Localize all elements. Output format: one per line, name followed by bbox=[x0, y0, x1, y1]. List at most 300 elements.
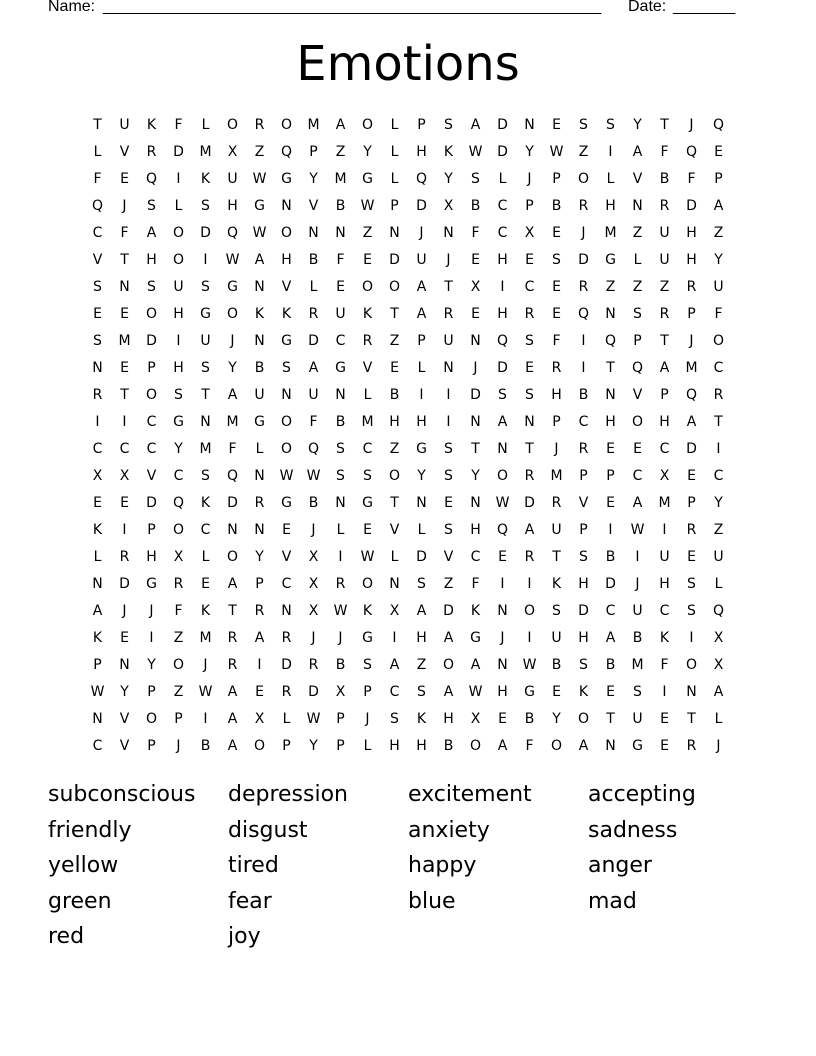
grid-letter[interactable]: U bbox=[713, 549, 724, 565]
grid-letter[interactable]: M bbox=[199, 441, 212, 457]
grid-letter[interactable]: K bbox=[254, 306, 265, 322]
grid-letter[interactable]: C bbox=[173, 468, 184, 484]
grid-letter[interactable]: S bbox=[471, 171, 480, 187]
grid-letter[interactable]: Z bbox=[173, 630, 184, 646]
grid-letter[interactable]: L bbox=[390, 171, 399, 187]
grid-letter[interactable]: Q bbox=[91, 198, 104, 214]
grid-letter[interactable]: H bbox=[416, 414, 427, 430]
grid-letter[interactable]: L bbox=[93, 144, 102, 160]
grid-letter[interactable]: R bbox=[713, 387, 724, 403]
grid-letter[interactable]: H bbox=[443, 711, 454, 727]
grid-letter[interactable]: N bbox=[254, 279, 265, 295]
grid-letter[interactable]: E bbox=[552, 684, 561, 700]
grid-letter[interactable]: I bbox=[527, 576, 532, 592]
grid-letter[interactable]: D bbox=[470, 387, 481, 403]
grid-letter[interactable]: T bbox=[606, 360, 615, 376]
grid-letter[interactable]: D bbox=[146, 495, 157, 511]
grid-letter[interactable]: R bbox=[524, 306, 535, 322]
grid-letter[interactable]: A bbox=[578, 738, 589, 754]
grid-letter[interactable]: T bbox=[714, 414, 723, 430]
grid-letter[interactable]: O bbox=[280, 225, 293, 241]
grid-letter[interactable]: K bbox=[200, 495, 211, 511]
grid-letter[interactable]: L bbox=[714, 576, 723, 592]
grid-letter[interactable]: D bbox=[578, 603, 589, 619]
grid-letter[interactable]: B bbox=[443, 738, 454, 754]
grid-letter[interactable]: J bbox=[176, 738, 181, 754]
grid-letter[interactable]: E bbox=[552, 117, 561, 133]
grid-letter[interactable]: N bbox=[443, 225, 454, 241]
grid-letter[interactable]: R bbox=[227, 630, 238, 646]
grid-letter[interactable]: F bbox=[309, 414, 318, 430]
grid-letter[interactable]: S bbox=[390, 711, 399, 727]
grid-letter[interactable]: M bbox=[685, 360, 698, 376]
grid-letter[interactable]: H bbox=[551, 387, 562, 403]
grid-letter[interactable]: I bbox=[149, 630, 154, 646]
grid-letter[interactable]: G bbox=[227, 279, 238, 295]
grid-letter[interactable]: N bbox=[227, 522, 238, 538]
grid-letter[interactable]: T bbox=[471, 441, 480, 457]
grid-letter[interactable]: I bbox=[662, 684, 667, 700]
grid-letter[interactable]: W bbox=[468, 684, 483, 700]
grid-letter[interactable]: Q bbox=[172, 495, 185, 511]
grid-letter[interactable]: H bbox=[281, 252, 292, 268]
grid-letter[interactable]: A bbox=[308, 360, 319, 376]
grid-letter[interactable]: P bbox=[417, 117, 426, 133]
grid-letter[interactable]: J bbox=[500, 630, 505, 646]
grid-letter[interactable]: C bbox=[497, 225, 508, 241]
grid-letter[interactable]: F bbox=[552, 333, 561, 349]
grid-letter[interactable]: I bbox=[203, 252, 208, 268]
grid-letter[interactable]: S bbox=[525, 333, 534, 349]
grid-letter[interactable]: O bbox=[145, 387, 158, 403]
grid-letter[interactable]: N bbox=[119, 279, 130, 295]
grid-letter[interactable]: X bbox=[92, 468, 103, 484]
grid-letter[interactable]: H bbox=[659, 576, 670, 592]
grid-letter[interactable]: N bbox=[497, 441, 508, 457]
grid-letter[interactable]: C bbox=[281, 576, 292, 592]
grid-letter[interactable]: B bbox=[335, 198, 346, 214]
grid-letter[interactable]: R bbox=[659, 198, 670, 214]
grid-letter[interactable]: H bbox=[173, 306, 184, 322]
grid-letter[interactable]: C bbox=[659, 603, 670, 619]
grid-letter[interactable]: I bbox=[122, 414, 127, 430]
grid-letter[interactable]: C bbox=[119, 441, 130, 457]
grid-letter[interactable]: E bbox=[525, 360, 534, 376]
grid-letter[interactable]: L bbox=[417, 360, 426, 376]
grid-letter[interactable]: C bbox=[146, 414, 157, 430]
grid-letter[interactable]: O bbox=[496, 468, 509, 484]
grid-letter[interactable]: E bbox=[471, 306, 480, 322]
grid-letter[interactable]: V bbox=[92, 252, 103, 268]
grid-letter[interactable]: J bbox=[149, 603, 154, 619]
grid-letter[interactable]: H bbox=[497, 684, 508, 700]
grid-letter[interactable]: R bbox=[281, 630, 292, 646]
grid-letter[interactable]: O bbox=[226, 549, 239, 565]
grid-letter[interactable]: A bbox=[227, 711, 238, 727]
grid-letter[interactable]: R bbox=[308, 306, 319, 322]
grid-letter[interactable]: O bbox=[226, 306, 239, 322]
grid-letter[interactable]: E bbox=[606, 684, 615, 700]
grid-letter[interactable]: G bbox=[416, 441, 427, 457]
grid-letter[interactable]: L bbox=[201, 117, 210, 133]
grid-letter[interactable]: O bbox=[388, 468, 401, 484]
grid-letter[interactable]: I bbox=[446, 414, 451, 430]
grid-letter[interactable]: J bbox=[122, 603, 127, 619]
grid-letter[interactable]: Z bbox=[605, 279, 616, 295]
grid-letter[interactable]: I bbox=[581, 333, 586, 349]
grid-letter[interactable]: S bbox=[336, 441, 345, 457]
grid-letter[interactable]: N bbox=[92, 576, 103, 592]
grid-letter[interactable]: J bbox=[473, 360, 478, 376]
grid-letter[interactable]: R bbox=[686, 279, 697, 295]
grid-letter[interactable]: I bbox=[176, 333, 181, 349]
grid-letter[interactable]: D bbox=[119, 576, 130, 592]
grid-letter[interactable]: E bbox=[498, 711, 507, 727]
grid-letter[interactable]: I bbox=[500, 279, 505, 295]
grid-letter[interactable]: D bbox=[416, 198, 427, 214]
grid-letter[interactable]: J bbox=[338, 630, 343, 646]
grid-letter[interactable]: K bbox=[659, 630, 670, 646]
grid-letter[interactable]: B bbox=[524, 711, 535, 727]
grid-letter[interactable]: A bbox=[227, 387, 238, 403]
grid-letter[interactable]: V bbox=[281, 279, 292, 295]
grid-letter[interactable]: N bbox=[524, 117, 535, 133]
grid-letter[interactable]: H bbox=[389, 738, 400, 754]
grid-letter[interactable]: R bbox=[551, 495, 562, 511]
grid-letter[interactable]: O bbox=[226, 117, 239, 133]
grid-letter[interactable]: H bbox=[416, 738, 427, 754]
grid-letter[interactable]: Q bbox=[685, 387, 698, 403]
grid-letter[interactable]: H bbox=[497, 252, 508, 268]
grid-letter[interactable]: P bbox=[552, 414, 561, 430]
grid-letter[interactable]: N bbox=[281, 198, 292, 214]
grid-letter[interactable]: N bbox=[254, 468, 265, 484]
grid-letter[interactable]: R bbox=[578, 279, 589, 295]
grid-letter[interactable]: C bbox=[200, 522, 211, 538]
grid-letter[interactable]: L bbox=[498, 171, 507, 187]
grid-letter[interactable]: T bbox=[606, 711, 615, 727]
grid-letter[interactable]: I bbox=[338, 549, 343, 565]
grid-letter[interactable]: O bbox=[469, 738, 482, 754]
grid-letter[interactable]: C bbox=[605, 603, 616, 619]
grid-letter[interactable]: N bbox=[443, 360, 454, 376]
grid-letter[interactable]: D bbox=[578, 252, 589, 268]
grid-letter[interactable]: Z bbox=[254, 144, 265, 160]
grid-letter[interactable]: Z bbox=[632, 225, 643, 241]
grid-letter[interactable]: V bbox=[362, 360, 373, 376]
grid-letter[interactable]: F bbox=[687, 171, 696, 187]
grid-letter[interactable]: X bbox=[713, 657, 724, 673]
grid-letter[interactable]: W bbox=[360, 198, 375, 214]
grid-letter[interactable]: A bbox=[254, 252, 265, 268]
grid-letter[interactable]: S bbox=[201, 360, 210, 376]
grid-letter[interactable]: W bbox=[306, 468, 321, 484]
grid-letter[interactable]: O bbox=[685, 657, 698, 673]
grid-letter[interactable]: R bbox=[335, 576, 346, 592]
grid-letter[interactable]: I bbox=[419, 387, 424, 403]
grid-letter[interactable]: R bbox=[146, 144, 157, 160]
grid-letter[interactable]: Z bbox=[389, 441, 400, 457]
grid-letter[interactable]: H bbox=[578, 630, 589, 646]
grid-letter[interactable]: L bbox=[606, 171, 615, 187]
grid-letter[interactable]: I bbox=[176, 171, 181, 187]
grid-letter[interactable]: P bbox=[552, 171, 561, 187]
grid-letter[interactable]: E bbox=[552, 225, 561, 241]
grid-letter[interactable]: J bbox=[446, 252, 451, 268]
grid-letter[interactable]: X bbox=[308, 603, 319, 619]
grid-letter[interactable]: O bbox=[388, 279, 401, 295]
grid-letter[interactable]: W bbox=[360, 549, 375, 565]
grid-letter[interactable]: G bbox=[605, 252, 616, 268]
grid-letter[interactable]: P bbox=[579, 522, 588, 538]
grid-letter[interactable]: R bbox=[659, 306, 670, 322]
grid-letter[interactable]: R bbox=[227, 657, 238, 673]
grid-letter[interactable]: L bbox=[174, 198, 183, 214]
grid-letter[interactable]: W bbox=[306, 711, 321, 727]
grid-letter[interactable]: X bbox=[308, 549, 319, 565]
grid-letter[interactable]: T bbox=[390, 495, 399, 511]
grid-letter[interactable]: O bbox=[172, 522, 185, 538]
grid-letter[interactable]: M bbox=[118, 333, 131, 349]
grid-letter[interactable]: R bbox=[551, 360, 562, 376]
grid-letter[interactable]: P bbox=[390, 198, 399, 214]
grid-letter[interactable]: N bbox=[119, 657, 130, 673]
grid-letter[interactable]: C bbox=[659, 441, 670, 457]
grid-letter[interactable]: R bbox=[524, 468, 535, 484]
grid-letter[interactable]: S bbox=[606, 117, 615, 133]
grid-letter[interactable]: E bbox=[714, 144, 723, 160]
grid-letter[interactable]: D bbox=[443, 603, 454, 619]
grid-letter[interactable]: Q bbox=[631, 360, 644, 376]
grid-letter[interactable]: Y bbox=[714, 252, 723, 268]
grid-letter[interactable]: X bbox=[227, 144, 238, 160]
grid-letter[interactable]: S bbox=[444, 522, 453, 538]
grid-letter[interactable]: I bbox=[689, 630, 694, 646]
grid-letter[interactable]: W bbox=[90, 684, 105, 700]
grid-letter[interactable]: T bbox=[525, 441, 534, 457]
grid-letter[interactable]: N bbox=[497, 657, 508, 673]
grid-letter[interactable]: O bbox=[442, 657, 455, 673]
grid-letter[interactable]: K bbox=[551, 576, 562, 592]
grid-letter[interactable]: O bbox=[172, 225, 185, 241]
grid-letter[interactable]: J bbox=[716, 738, 721, 754]
grid-letter[interactable]: H bbox=[605, 198, 616, 214]
grid-letter[interactable]: W bbox=[468, 144, 483, 160]
grid-letter[interactable]: I bbox=[608, 144, 613, 160]
grid-letter[interactable]: H bbox=[470, 522, 481, 538]
grid-letter[interactable]: O bbox=[361, 576, 374, 592]
grid-letter[interactable]: Z bbox=[632, 279, 643, 295]
grid-letter[interactable]: N bbox=[200, 414, 211, 430]
grid-letter[interactable]: E bbox=[120, 171, 129, 187]
grid-letter[interactable]: Y bbox=[633, 117, 642, 133]
grid-letter[interactable]: N bbox=[335, 225, 346, 241]
grid-letter[interactable]: P bbox=[336, 711, 345, 727]
grid-letter[interactable]: E bbox=[471, 252, 480, 268]
grid-letter[interactable]: S bbox=[201, 198, 210, 214]
grid-letter[interactable]: W bbox=[279, 468, 294, 484]
grid-letter[interactable]: O bbox=[523, 603, 536, 619]
grid-letter[interactable]: N bbox=[254, 333, 265, 349]
grid-letter[interactable]: N bbox=[605, 738, 616, 754]
grid-letter[interactable]: D bbox=[200, 225, 211, 241]
grid-letter[interactable]: Z bbox=[389, 333, 400, 349]
grid-letter[interactable]: L bbox=[336, 522, 345, 538]
grid-letter[interactable]: D bbox=[686, 198, 697, 214]
grid-letter[interactable]: G bbox=[335, 360, 346, 376]
grid-letter[interactable]: M bbox=[199, 144, 212, 160]
grid-letter[interactable]: E bbox=[525, 252, 534, 268]
grid-letter[interactable]: G bbox=[281, 171, 292, 187]
grid-letter[interactable]: R bbox=[254, 495, 265, 511]
grid-letter[interactable]: I bbox=[716, 441, 721, 457]
grid-letter[interactable]: S bbox=[633, 684, 642, 700]
grid-letter[interactable]: Q bbox=[145, 171, 158, 187]
grid-letter[interactable]: W bbox=[495, 495, 510, 511]
grid-letter[interactable]: N bbox=[308, 225, 319, 241]
grid-letter[interactable]: K bbox=[443, 144, 454, 160]
grid-letter[interactable]: Y bbox=[471, 468, 480, 484]
grid-letter[interactable]: S bbox=[444, 117, 453, 133]
grid-letter[interactable]: X bbox=[254, 711, 265, 727]
grid-letter[interactable]: S bbox=[498, 387, 507, 403]
grid-letter[interactable]: F bbox=[93, 171, 102, 187]
grid-letter[interactable]: P bbox=[714, 171, 723, 187]
grid-letter[interactable]: C bbox=[497, 198, 508, 214]
grid-letter[interactable]: H bbox=[173, 360, 184, 376]
grid-letter[interactable]: G bbox=[254, 414, 265, 430]
grid-letter[interactable]: N bbox=[254, 522, 265, 538]
grid-letter[interactable]: B bbox=[632, 630, 643, 646]
grid-letter[interactable]: B bbox=[605, 657, 616, 673]
grid-letter[interactable]: J bbox=[122, 198, 127, 214]
grid-letter[interactable]: S bbox=[282, 360, 291, 376]
grid-letter[interactable]: N bbox=[335, 495, 346, 511]
grid-letter[interactable]: D bbox=[308, 333, 319, 349]
grid-letter[interactable]: P bbox=[147, 522, 156, 538]
grid-letter[interactable]: R bbox=[254, 117, 265, 133]
grid-letter[interactable]: U bbox=[443, 333, 454, 349]
grid-letter[interactable]: S bbox=[93, 333, 102, 349]
grid-letter[interactable]: X bbox=[389, 603, 400, 619]
grid-letter[interactable]: M bbox=[631, 657, 644, 673]
grid-letter[interactable]: T bbox=[93, 117, 102, 133]
grid-letter[interactable]: O bbox=[361, 279, 374, 295]
grid-letter[interactable]: S bbox=[687, 603, 696, 619]
grid-letter[interactable]: Y bbox=[309, 171, 318, 187]
grid-letter[interactable]: R bbox=[686, 738, 697, 754]
grid-letter[interactable]: I bbox=[392, 630, 397, 646]
grid-letter[interactable]: R bbox=[686, 522, 697, 538]
grid-letter[interactable]: I bbox=[446, 387, 451, 403]
grid-letter[interactable]: M bbox=[307, 117, 320, 133]
grid-letter[interactable]: H bbox=[497, 306, 508, 322]
grid-letter[interactable]: N bbox=[92, 360, 103, 376]
grid-letter[interactable]: C bbox=[524, 279, 535, 295]
grid-letter[interactable]: R bbox=[443, 306, 454, 322]
grid-letter[interactable]: N bbox=[416, 495, 427, 511]
grid-letter[interactable]: A bbox=[686, 414, 697, 430]
grid-letter[interactable]: Q bbox=[307, 441, 320, 457]
grid-letter[interactable]: P bbox=[660, 387, 669, 403]
grid-letter[interactable]: S bbox=[417, 576, 426, 592]
grid-letter[interactable]: O bbox=[712, 333, 725, 349]
grid-letter[interactable]: O bbox=[280, 117, 293, 133]
grid-letter[interactable]: S bbox=[336, 468, 345, 484]
grid-letter[interactable]: G bbox=[362, 630, 373, 646]
grid-letter[interactable]: U bbox=[713, 279, 724, 295]
grid-letter[interactable]: D bbox=[281, 657, 292, 673]
grid-letter[interactable]: T bbox=[201, 387, 210, 403]
grid-letter[interactable]: T bbox=[390, 306, 399, 322]
grid-letter[interactable]: U bbox=[551, 630, 562, 646]
grid-letter[interactable]: K bbox=[416, 711, 427, 727]
grid-letter[interactable]: U bbox=[632, 711, 643, 727]
grid-letter[interactable]: H bbox=[605, 414, 616, 430]
grid-letter[interactable]: O bbox=[361, 117, 374, 133]
grid-letter[interactable]: S bbox=[417, 684, 426, 700]
grid-letter[interactable]: H bbox=[659, 414, 670, 430]
grid-letter[interactable]: G bbox=[281, 333, 292, 349]
grid-letter[interactable]: Z bbox=[335, 144, 346, 160]
grid-letter[interactable]: B bbox=[200, 738, 211, 754]
grid-letter[interactable]: U bbox=[227, 171, 238, 187]
grid-letter[interactable]: O bbox=[631, 414, 644, 430]
grid-letter[interactable]: H bbox=[686, 225, 697, 241]
grid-letter[interactable]: B bbox=[254, 360, 265, 376]
grid-letter[interactable]: O bbox=[253, 738, 266, 754]
grid-letter[interactable]: P bbox=[687, 495, 696, 511]
grid-letter[interactable]: Z bbox=[578, 144, 589, 160]
grid-letter[interactable]: I bbox=[257, 657, 262, 673]
grid-letter[interactable]: K bbox=[200, 171, 211, 187]
grid-letter[interactable]: V bbox=[578, 495, 589, 511]
grid-letter[interactable]: D bbox=[686, 441, 697, 457]
grid-letter[interactable]: F bbox=[471, 225, 480, 241]
grid-letter[interactable]: Y bbox=[147, 657, 156, 673]
grid-letter[interactable]: E bbox=[552, 279, 561, 295]
grid-letter[interactable]: H bbox=[416, 144, 427, 160]
grid-letter[interactable]: K bbox=[362, 603, 373, 619]
grid-letter[interactable]: L bbox=[390, 144, 399, 160]
grid-letter[interactable]: Q bbox=[226, 225, 239, 241]
grid-letter[interactable]: Y bbox=[255, 549, 264, 565]
grid-letter[interactable]: E bbox=[552, 306, 561, 322]
grid-letter[interactable]: E bbox=[120, 495, 129, 511]
grid-letter[interactable]: E bbox=[390, 360, 399, 376]
grid-letter[interactable]: F bbox=[471, 576, 480, 592]
grid-letter[interactable]: E bbox=[444, 495, 453, 511]
grid-letter[interactable]: V bbox=[443, 549, 454, 565]
grid-letter[interactable]: J bbox=[230, 333, 235, 349]
grid-letter[interactable]: E bbox=[201, 576, 210, 592]
grid-letter[interactable]: M bbox=[604, 225, 617, 241]
grid-letter[interactable]: R bbox=[254, 603, 265, 619]
grid-letter[interactable]: N bbox=[281, 603, 292, 619]
grid-letter[interactable]: S bbox=[147, 279, 156, 295]
grid-letter[interactable]: J bbox=[203, 657, 208, 673]
grid-letter[interactable]: O bbox=[172, 252, 185, 268]
grid-letter[interactable]: T bbox=[120, 387, 129, 403]
grid-letter[interactable]: E bbox=[687, 468, 696, 484]
grid-letter[interactable]: Y bbox=[714, 495, 723, 511]
grid-letter[interactable]: U bbox=[335, 306, 346, 322]
grid-letter[interactable]: K bbox=[146, 117, 157, 133]
grid-letter[interactable]: H bbox=[686, 252, 697, 268]
grid-letter[interactable]: U bbox=[254, 387, 265, 403]
grid-letter[interactable]: E bbox=[336, 279, 345, 295]
grid-letter[interactable]: S bbox=[579, 117, 588, 133]
